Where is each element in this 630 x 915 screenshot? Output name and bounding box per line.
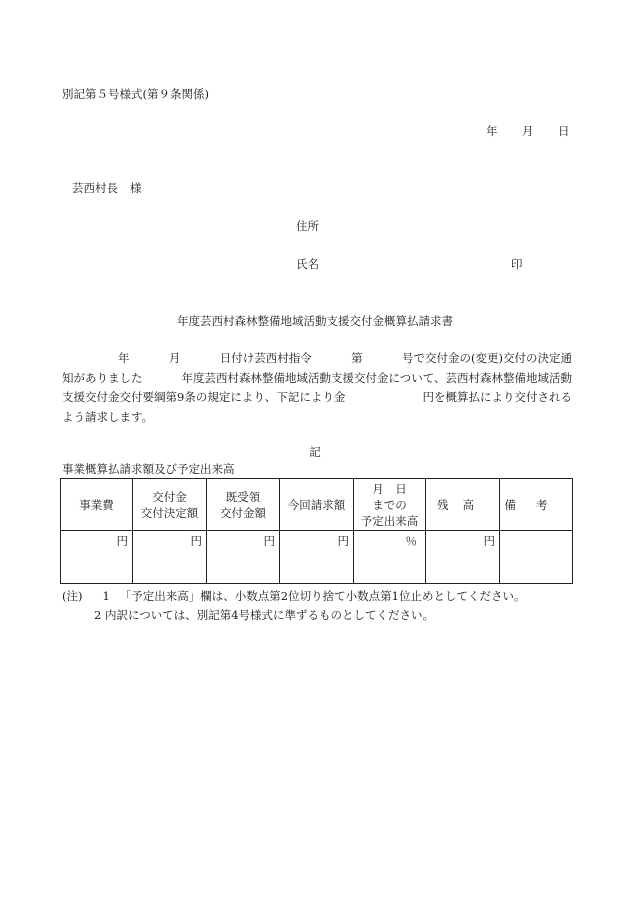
header-project-cost: 事業費 [61, 479, 133, 531]
cell-balance: 円 [426, 531, 500, 584]
header-received-line-1: 既受領 [225, 489, 261, 504]
cell-decided-amount: 円 [133, 531, 207, 584]
note-1-number: 1 [102, 589, 110, 603]
header-received-line-2: 交付金額 [220, 505, 266, 520]
body-decision: 号で交付金の(変更)交付の決定通 [402, 351, 572, 365]
body-request: よう請求します。 [62, 409, 154, 424]
addressee [72, 180, 142, 196]
body-year: 年 [118, 351, 130, 365]
name-label: 氏名 [296, 257, 319, 271]
body-regulation: 支援交付金交付要綱第9条の規定により、下記により金 [62, 390, 346, 404]
body-dai: 第 [351, 351, 363, 365]
header-balance: 残高 [426, 479, 500, 531]
body-line-4 [62, 408, 572, 428]
body-notified: 知がありました [62, 370, 143, 385]
table-caption: 事業概算払請求額及び予定出来高 [62, 462, 235, 476]
table-value-row [61, 531, 573, 584]
header-progress-line-1: 月 日 [372, 481, 407, 496]
request-table [60, 478, 573, 584]
addressee-honorific: 様 [130, 181, 142, 195]
note-1-text: 「予定出来高」欄は、小数点第2位切り捨て小数点第1位止めとしてください。 [119, 589, 526, 603]
header-progress [354, 479, 426, 531]
header-progress-line-3: 予定出来高 [360, 513, 419, 528]
note-prefix: (注) [62, 589, 83, 603]
cell-project-cost: 円 [61, 531, 133, 584]
header-received-amount [207, 479, 280, 531]
body-amount: 円を概算払により交付される [422, 390, 572, 404]
note-2: 2 内訳については、別記第4号様式に準ずるものとしてください。 [94, 608, 435, 622]
body-line-2 [62, 369, 572, 389]
header-progress-line-2: までの [372, 497, 407, 512]
header-decided-amount [133, 479, 207, 531]
addressee-name: 芸西村長 [72, 181, 118, 195]
body-line-1 [62, 349, 572, 369]
note-1 [62, 588, 525, 604]
header-decided-line-1: 交付金 [152, 489, 187, 504]
header-decided-line-2: 交付決定額 [140, 505, 199, 520]
cell-remarks [500, 531, 573, 584]
body-program: 年度芸西村森林整備地域活動支援交付金について、芸西村森林整備地域活動 [181, 370, 572, 385]
body-line-3 [62, 388, 572, 408]
table-header-row [61, 479, 573, 531]
document-title: 年度芸西村森林整備地域活動支援交付金概算払請求書 [177, 314, 453, 328]
form-number: 別記第５号様式(第９条関係) [62, 87, 209, 101]
seal-mark: 印 [511, 257, 523, 271]
body-month: 月 [168, 351, 181, 365]
date-year: 年 [486, 124, 498, 138]
date-day: 日 [558, 124, 570, 138]
cell-current-request: 円 [280, 531, 354, 584]
header-current-request: 今回請求額 [280, 479, 354, 531]
ki-heading: 記 [309, 445, 321, 459]
cell-received-amount: 円 [207, 531, 280, 584]
date-line [486, 123, 570, 139]
cell-progress: ％ [354, 531, 426, 584]
body-paragraph [62, 349, 572, 427]
date-month: 月 [522, 124, 534, 138]
body-dated: 日付け芸西村指令 [219, 351, 312, 365]
header-remarks: 備考 [500, 479, 573, 531]
address-label: 住所 [296, 219, 319, 233]
